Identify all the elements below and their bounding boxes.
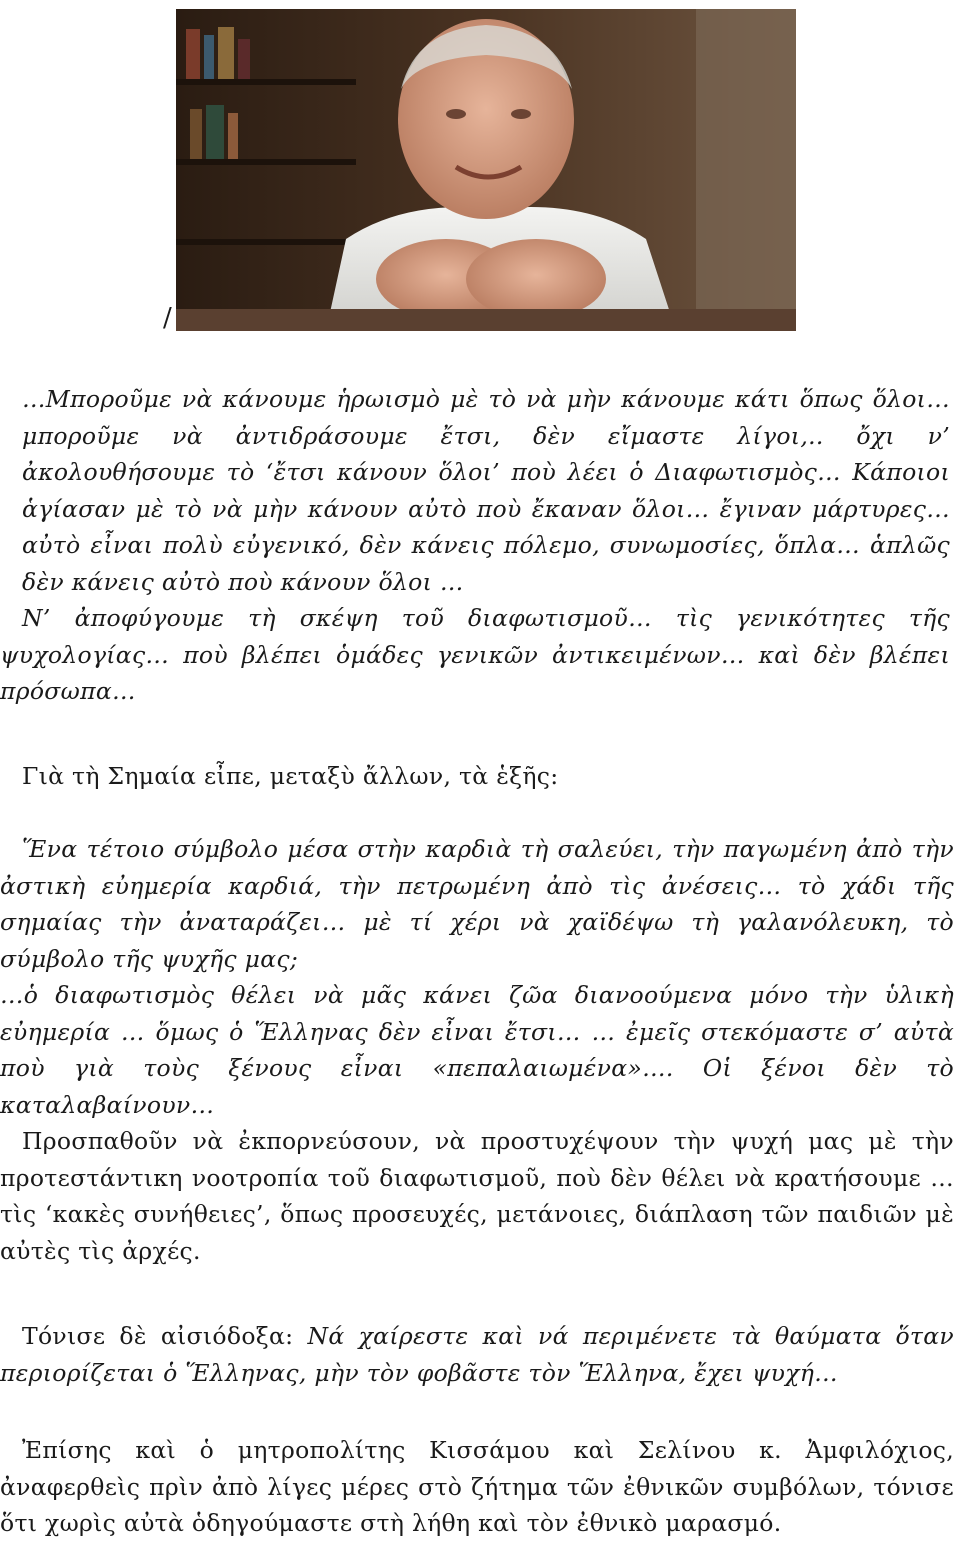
portrait-photo [176,9,796,331]
paragraph-7-lead: Τόνισε δὲ αἰσιόδοξα: [22,1322,308,1350]
paragraph-3: Γιὰ τὴ Σημαία εἶπε, μεταξὺ ἄλλων, τὰ ἑξῆς: [22,762,559,790]
article-body-5 [0,1432,960,1542]
paragraph-7-quote: Νά χαίρεστε καὶ νά περιμένετε τὰ θαύματα ὅταν περιορίζεται ὁ Ἕλληνας, μὴν τὸν φοβᾶστε τὸν Ἕλληνα, ἔχει ψυχή… [0,1322,954,1387]
article-body-3 [0,831,960,1269]
paragraph-1: …Μποροῦμε νὰ κάνουμε ἡρωισμὸ μὲ τὸ νὰ μὴν κάνουμε κάτι ὅπως ὅλοι… μποροῦμε νὰ ἀντιδράσουμε ἔτσι, δὲν εἴμαστε λίγοι,.. ὄχι ν’ ἀκολουθήσουμε τὸ ‘ἔτσι κάνουν ὅλοι’ ποὺ λέει ὁ Διαφωτισμὸς… Κάποιοι ἁγίασαν μὲ τὸ νὰ μὴν κάνουν αὐτὸ ποὺ ἔκαναν ὅλοι… ἔγιναν μάρτυρες… αὐτὸ εἶναι πολὺ εὐγενικό, δὲν κάνεις πόλεμο, συνωμοσίες, ὅπλα… ἁπλῶς δὲν κάνεις αὐτὸ ποὺ κάνουν ὅλοι … [22,385,950,596]
article-body [0,381,960,710]
paragraph-8: Ἐπίσης καὶ ὁ μητροπολίτης Κισσάμου καὶ Σελίνου κ. Ἀμφιλόχιος, ἀναφερθεὶς πρὶν ἀπὸ λίγες μέρες στὸ ζήτημα τῶν ἐθνικῶν συμβόλων, τόνισε ὅτι χωρὶς αὐτὰ ὁδηγούμαστε στὴ λήθη καὶ τὸν ἐθνικὸ μαρασμό. [0,1436,954,1537]
article-body-2 [0,758,960,795]
paragraph-7 [0,1318,960,1391]
article-body-4 [0,1318,960,1391]
paragraph-5: …ὁ διαφωτισμὸς θέλει νὰ μᾶς κάνει ζῶα διανοούμενα μόνο τὴν ὑλικὴ εὐημερία … ὅμως ὁ Ἕλληνας δὲν εἶναι ἔτσι… … ἐμεῖς στεκόμαστε σ’ αὐτὰ ποὺ γιὰ τοὺς ξένους εἶναι «πεπαλαιωμένα»…. Οἱ ξένοι δὲν τὸ καταλαβαίνουν… [0,981,954,1119]
paragraph-6: Προσπαθοῦν νὰ ἐκπορνεύσουν, νὰ προστυχέψουν τὴν ψυχή μας μὲ τὴν προτεστάντικη νοοτροπία τοῦ διαφωτισμοῦ, ποὺ δὲν θέλει νὰ κρατήσουμε …τὶς ‘κακὲς συνήθειες’, ὅπως προσευχές, μετάνοιες, διάπλαση τῶν παιδιῶν μὲ αὐτὲς τὶς ἀρχές. [0,1127,954,1265]
portrait-illustration [176,9,796,331]
paragraph-2: Ν’ ἀποφύγουμε τὴ σκέψη τοῦ διαφωτισμοῦ… τὶς γενικότητες τῆς ψυχολογίας… ποὺ βλέπει ὁμάδες γενικῶν ἀντικειμένων… καὶ δὲν βλέπει πρόσωπα… [0,604,950,705]
separator-slash: / [163,303,172,333]
paragraph-4: Ἕνα τέτοιο σύμβολο μέσα στὴν καρδιὰ τὴ σαλεύει, τὴν παγωμένη ἀπὸ τὴν ἀστικὴ εὐημερία καρδιά, τὴν πετρωμένη ἀπὸ τὶς ἀνέσεις… τὸ χάδι τῆς σημαίας τὴν ἀναταράζει… μὲ τί χέρι νὰ χαϊδέψω τὴ γαλανόλευκη, τὸ σύμβολο τῆς ψυχῆς μας; [0,835,954,973]
